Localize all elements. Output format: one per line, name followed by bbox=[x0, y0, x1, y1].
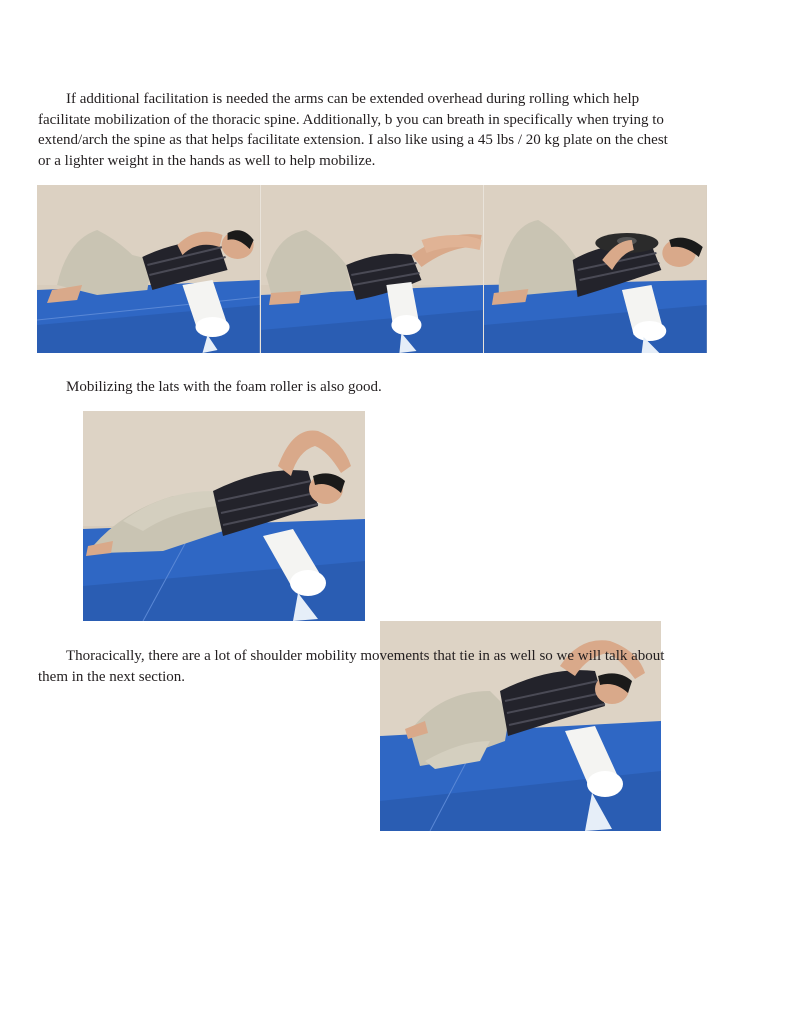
foam-roller-photo-strip bbox=[37, 185, 707, 353]
paragraph-shoulder-mobility bbox=[38, 646, 718, 687]
text-line: Thoracically, there are a lot of shoulder mobility movements that tie in as well so we will talk about bbox=[66, 648, 665, 664]
text-line: If additional facilitation is needed the arms can be extended overhead during rolling which help bbox=[66, 91, 640, 107]
text-line: Mobilizing the lats with the foam roller is also good. bbox=[66, 379, 382, 395]
text-line: facilitate mobilization of the thoracic spine. Additionally, b you can breath in specifically when trying to bbox=[38, 111, 664, 128]
paragraph-thoracic-rolling bbox=[38, 89, 718, 171]
paragraph-lats bbox=[38, 377, 718, 398]
photo-roller-weight-plate bbox=[484, 185, 707, 353]
photo-lat-roll-side-1 bbox=[83, 411, 365, 621]
text-line: or a lighter weight in the hands as well to help mobilize. bbox=[38, 152, 376, 169]
photo-roller-arms-crossed bbox=[37, 185, 261, 353]
text-line: extend/arch the spine as that helps facilitate extension. I also like using a 45 lbs / 20 kg plate on the chest bbox=[38, 132, 668, 148]
text-line: them in the next section. bbox=[38, 668, 186, 685]
photo-roller-arms-overhead bbox=[261, 185, 485, 353]
